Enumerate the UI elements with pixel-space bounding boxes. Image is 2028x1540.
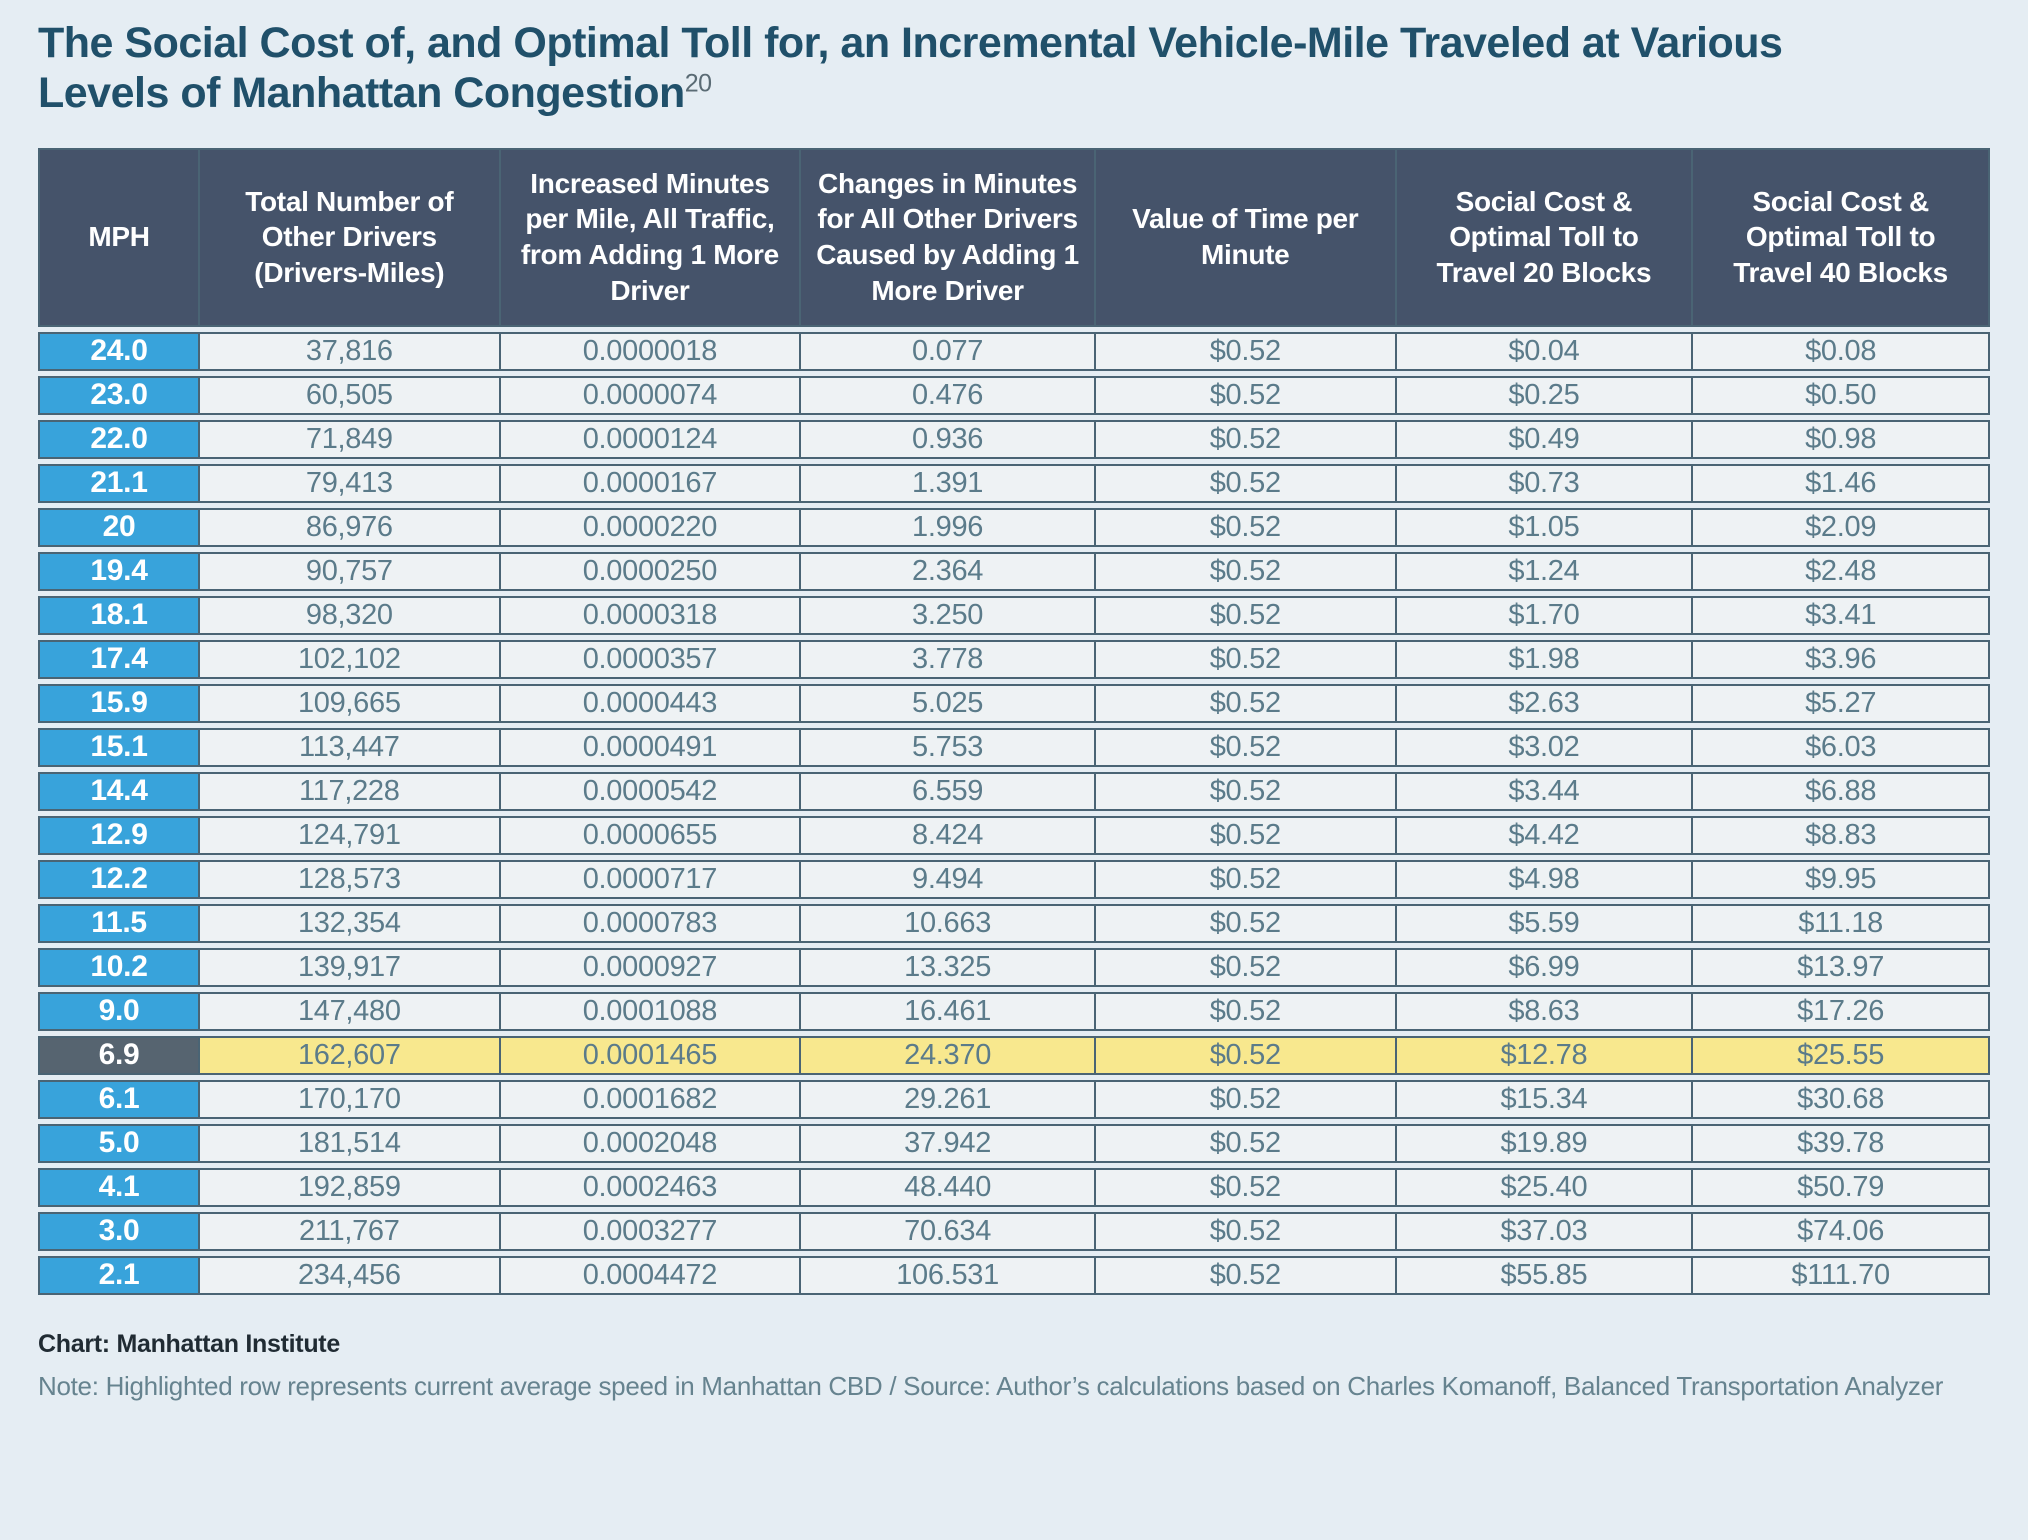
cell-value-of-time: $0.52 [1096,376,1397,415]
cell-value-of-time: $0.52 [1096,464,1397,503]
table-row [38,552,1990,591]
cell-mph: 4.1 [38,1168,200,1207]
cell-mph: 23.0 [38,376,200,415]
cell-increased-minutes: 0.0000717 [501,860,802,899]
cell-toll-20-blocks: $1.98 [1397,640,1694,679]
cell-value-of-time: $0.52 [1096,728,1397,767]
cell-mph: 12.2 [38,860,200,899]
table-row [38,772,1990,811]
column-header-changes-minutes: Changes in Minutes for All Other Drivers Caused by Adding 1 More Driver [801,148,1096,327]
cell-value-of-time: $0.52 [1096,552,1397,591]
cell-total-drivers: 128,573 [200,860,501,899]
cell-mph: 24.0 [38,332,200,371]
cell-increased-minutes: 0.0000927 [501,948,802,987]
cell-toll-40-blocks: $13.97 [1693,948,1990,987]
column-header-toll-20-blocks: Social Cost & Optimal Toll to Travel 20 Blocks [1397,148,1694,327]
table-row [38,1124,1990,1163]
cell-toll-40-blocks: $111.70 [1693,1256,1990,1295]
table-row [38,1212,1990,1251]
cell-total-drivers: 102,102 [200,640,501,679]
cell-toll-20-blocks: $1.70 [1397,596,1694,635]
cell-changes-minutes: 1.996 [801,508,1096,547]
cell-increased-minutes: 0.0000542 [501,772,802,811]
table-row [38,816,1990,855]
cell-mph: 6.1 [38,1080,200,1119]
cell-toll-20-blocks: $8.63 [1397,992,1694,1031]
cell-mph: 2.1 [38,1256,200,1295]
cell-total-drivers: 79,413 [200,464,501,503]
cell-value-of-time: $0.52 [1096,992,1397,1031]
cell-toll-20-blocks: $1.24 [1397,552,1694,591]
cell-toll-40-blocks: $2.09 [1693,508,1990,547]
cell-increased-minutes: 0.0000783 [501,904,802,943]
table-row [38,948,1990,987]
cell-changes-minutes: 2.364 [801,552,1096,591]
table-row [38,860,1990,899]
cell-mph: 14.4 [38,772,200,811]
column-header-toll-40-blocks: Social Cost & Optimal Toll to Travel 40 Blocks [1693,148,1990,327]
cell-mph: 6.9 [38,1036,200,1075]
cell-toll-40-blocks: $39.78 [1693,1124,1990,1163]
cell-toll-20-blocks: $37.03 [1397,1212,1694,1251]
cell-value-of-time: $0.52 [1096,508,1397,547]
cell-toll-40-blocks: $2.48 [1693,552,1990,591]
cell-increased-minutes: 0.0000318 [501,596,802,635]
cell-toll-40-blocks: $9.95 [1693,860,1990,899]
cell-toll-40-blocks: $0.08 [1693,332,1990,371]
cell-mph: 3.0 [38,1212,200,1251]
table-row [38,376,1990,415]
cell-changes-minutes: 0.936 [801,420,1096,459]
cell-toll-40-blocks: $6.03 [1693,728,1990,767]
table-row [38,464,1990,503]
table-body [38,332,1990,1295]
cell-mph: 10.2 [38,948,200,987]
cell-toll-40-blocks: $30.68 [1693,1080,1990,1119]
cell-value-of-time: $0.52 [1096,772,1397,811]
cell-total-drivers: 37,816 [200,332,501,371]
cell-mph: 22.0 [38,420,200,459]
cell-increased-minutes: 0.0000443 [501,684,802,723]
cell-changes-minutes: 1.391 [801,464,1096,503]
cell-changes-minutes: 10.663 [801,904,1096,943]
cell-total-drivers: 170,170 [200,1080,501,1119]
cell-toll-40-blocks: $8.83 [1693,816,1990,855]
cell-toll-20-blocks: $0.04 [1397,332,1694,371]
cell-total-drivers: 124,791 [200,816,501,855]
cell-increased-minutes: 0.0000074 [501,376,802,415]
cell-total-drivers: 86,976 [200,508,501,547]
table-row [38,904,1990,943]
cell-increased-minutes: 0.0003277 [501,1212,802,1251]
cell-total-drivers: 109,665 [200,684,501,723]
cell-increased-minutes: 0.0000167 [501,464,802,503]
cell-value-of-time: $0.52 [1096,684,1397,723]
cell-toll-20-blocks: $4.98 [1397,860,1694,899]
cell-value-of-time: $0.52 [1096,948,1397,987]
cell-toll-40-blocks: $3.96 [1693,640,1990,679]
cell-toll-20-blocks: $3.02 [1397,728,1694,767]
cell-changes-minutes: 9.494 [801,860,1096,899]
cell-toll-40-blocks: $74.06 [1693,1212,1990,1251]
cell-total-drivers: 162,607 [200,1036,501,1075]
table-row [38,1080,1990,1119]
cell-value-of-time: $0.52 [1096,1036,1397,1075]
table-row [38,420,1990,459]
cell-mph: 18.1 [38,596,200,635]
cell-toll-20-blocks: $55.85 [1397,1256,1694,1295]
cell-toll-20-blocks: $4.42 [1397,816,1694,855]
cell-toll-40-blocks: $0.98 [1693,420,1990,459]
cell-changes-minutes: 13.325 [801,948,1096,987]
cell-total-drivers: 181,514 [200,1124,501,1163]
cell-toll-20-blocks: $0.25 [1397,376,1694,415]
cell-toll-40-blocks: $17.26 [1693,992,1990,1031]
cell-changes-minutes: 3.250 [801,596,1096,635]
cell-toll-20-blocks: $3.44 [1397,772,1694,811]
cell-increased-minutes: 0.0001088 [501,992,802,1031]
cell-total-drivers: 98,320 [200,596,501,635]
cell-increased-minutes: 0.0000655 [501,816,802,855]
cell-total-drivers: 211,767 [200,1212,501,1251]
table-row [38,1256,1990,1295]
table-row [38,992,1990,1031]
cell-value-of-time: $0.52 [1096,640,1397,679]
cell-toll-20-blocks: $25.40 [1397,1168,1694,1207]
cell-total-drivers: 117,228 [200,772,501,811]
cell-mph: 15.9 [38,684,200,723]
cell-mph: 21.1 [38,464,200,503]
column-header-increased-minutes: Increased Minutes per Mile, All Traffic, from Adding 1 More Driver [501,148,802,327]
cell-toll-40-blocks: $5.27 [1693,684,1990,723]
cell-total-drivers: 147,480 [200,992,501,1031]
table-row [38,508,1990,547]
cell-changes-minutes: 5.025 [801,684,1096,723]
cell-total-drivers: 192,859 [200,1168,501,1207]
cell-total-drivers: 113,447 [200,728,501,767]
cell-total-drivers: 132,354 [200,904,501,943]
cell-increased-minutes: 0.0000124 [501,420,802,459]
cell-changes-minutes: 16.461 [801,992,1096,1031]
cell-toll-20-blocks: $12.78 [1397,1036,1694,1075]
cell-changes-minutes: 8.424 [801,816,1096,855]
cell-toll-40-blocks: $25.55 [1693,1036,1990,1075]
cell-value-of-time: $0.52 [1096,1168,1397,1207]
cell-toll-20-blocks: $1.05 [1397,508,1694,547]
cell-toll-40-blocks: $6.88 [1693,772,1990,811]
cell-toll-20-blocks: $2.63 [1397,684,1694,723]
cell-total-drivers: 139,917 [200,948,501,987]
cell-mph: 15.1 [38,728,200,767]
cell-changes-minutes: 3.778 [801,640,1096,679]
cell-toll-20-blocks: $0.49 [1397,420,1694,459]
cell-changes-minutes: 70.634 [801,1212,1096,1251]
header-row [38,148,1990,327]
cell-mph: 9.0 [38,992,200,1031]
chart-title-line2: Levels of Manhattan Congestion [38,69,685,118]
cell-total-drivers: 60,505 [200,376,501,415]
cell-changes-minutes: 0.077 [801,332,1096,371]
cell-changes-minutes: 24.370 [801,1036,1096,1075]
cell-toll-20-blocks: $5.59 [1397,904,1694,943]
cell-increased-minutes: 0.0001465 [501,1036,802,1075]
cell-increased-minutes: 0.0002048 [501,1124,802,1163]
cell-mph: 19.4 [38,552,200,591]
cell-toll-40-blocks: $11.18 [1693,904,1990,943]
cell-increased-minutes: 0.0001682 [501,1080,802,1119]
cell-changes-minutes: 6.559 [801,772,1096,811]
cell-changes-minutes: 5.753 [801,728,1096,767]
table-row [38,728,1990,767]
cell-toll-40-blocks: $1.46 [1693,464,1990,503]
cell-value-of-time: $0.52 [1096,904,1397,943]
cell-mph: 17.4 [38,640,200,679]
cell-total-drivers: 234,456 [200,1256,501,1295]
congestion-toll-table [38,143,1990,1300]
cell-increased-minutes: 0.0002463 [501,1168,802,1207]
cell-value-of-time: $0.52 [1096,816,1397,855]
table-row [38,596,1990,635]
cell-value-of-time: $0.52 [1096,860,1397,899]
cell-value-of-time: $0.52 [1096,1124,1397,1163]
cell-toll-40-blocks: $0.50 [1693,376,1990,415]
cell-value-of-time: $0.52 [1096,1256,1397,1295]
cell-toll-40-blocks: $50.79 [1693,1168,1990,1207]
column-header-total-drivers: Total Number of Other Drivers (Drivers-Miles) [200,148,501,327]
cell-mph: 20 [38,508,200,547]
cell-increased-minutes: 0.0000357 [501,640,802,679]
footnote-marker: 20 [684,69,712,98]
cell-total-drivers: 71,849 [200,420,501,459]
cell-total-drivers: 90,757 [200,552,501,591]
cell-changes-minutes: 106.531 [801,1256,1096,1295]
table-row-highlighted [38,1036,1990,1075]
chart-note: Note: Highlighted row represents current average speed in Manhattan CBD / Source: Author’s calculations based on Charles Komanoff, Balanced Transportation Analyzer [38,1370,1944,1401]
cell-changes-minutes: 37.942 [801,1124,1096,1163]
cell-increased-minutes: 0.0000018 [501,332,802,371]
cell-changes-minutes: 29.261 [801,1080,1096,1119]
cell-value-of-time: $0.52 [1096,596,1397,635]
column-header-value-of-time: Value of Time per Minute [1096,148,1397,327]
cell-changes-minutes: 48.440 [801,1168,1096,1207]
cell-increased-minutes: 0.0000220 [501,508,802,547]
cell-mph: 12.9 [38,816,200,855]
cell-increased-minutes: 0.0000250 [501,552,802,591]
cell-mph: 5.0 [38,1124,200,1163]
cell-toll-20-blocks: $19.89 [1397,1124,1694,1163]
cell-increased-minutes: 0.0004472 [501,1256,802,1295]
cell-value-of-time: $0.52 [1096,1080,1397,1119]
cell-toll-40-blocks: $3.41 [1693,596,1990,635]
chart-title [38,18,1990,119]
table-header [38,148,1990,327]
cell-value-of-time: $0.52 [1096,332,1397,371]
table-row [38,332,1990,371]
table-row [38,684,1990,723]
table-row [38,1168,1990,1207]
chart-credit: Chart: Manhattan Institute [38,1329,340,1358]
column-header-mph: MPH [38,148,200,327]
chart-title-line1: The Social Cost of, and Optimal Toll for, an Incremental Vehicle-Mile Traveled at Various [38,19,1783,67]
cell-toll-20-blocks: $6.99 [1397,948,1694,987]
cell-mph: 11.5 [38,904,200,943]
cell-changes-minutes: 0.476 [801,376,1096,415]
table-row [38,640,1990,679]
cell-increased-minutes: 0.0000491 [501,728,802,767]
cell-value-of-time: $0.52 [1096,420,1397,459]
cell-toll-20-blocks: $15.34 [1397,1080,1694,1119]
cell-toll-20-blocks: $0.73 [1397,464,1694,503]
cell-value-of-time: $0.52 [1096,1212,1397,1251]
